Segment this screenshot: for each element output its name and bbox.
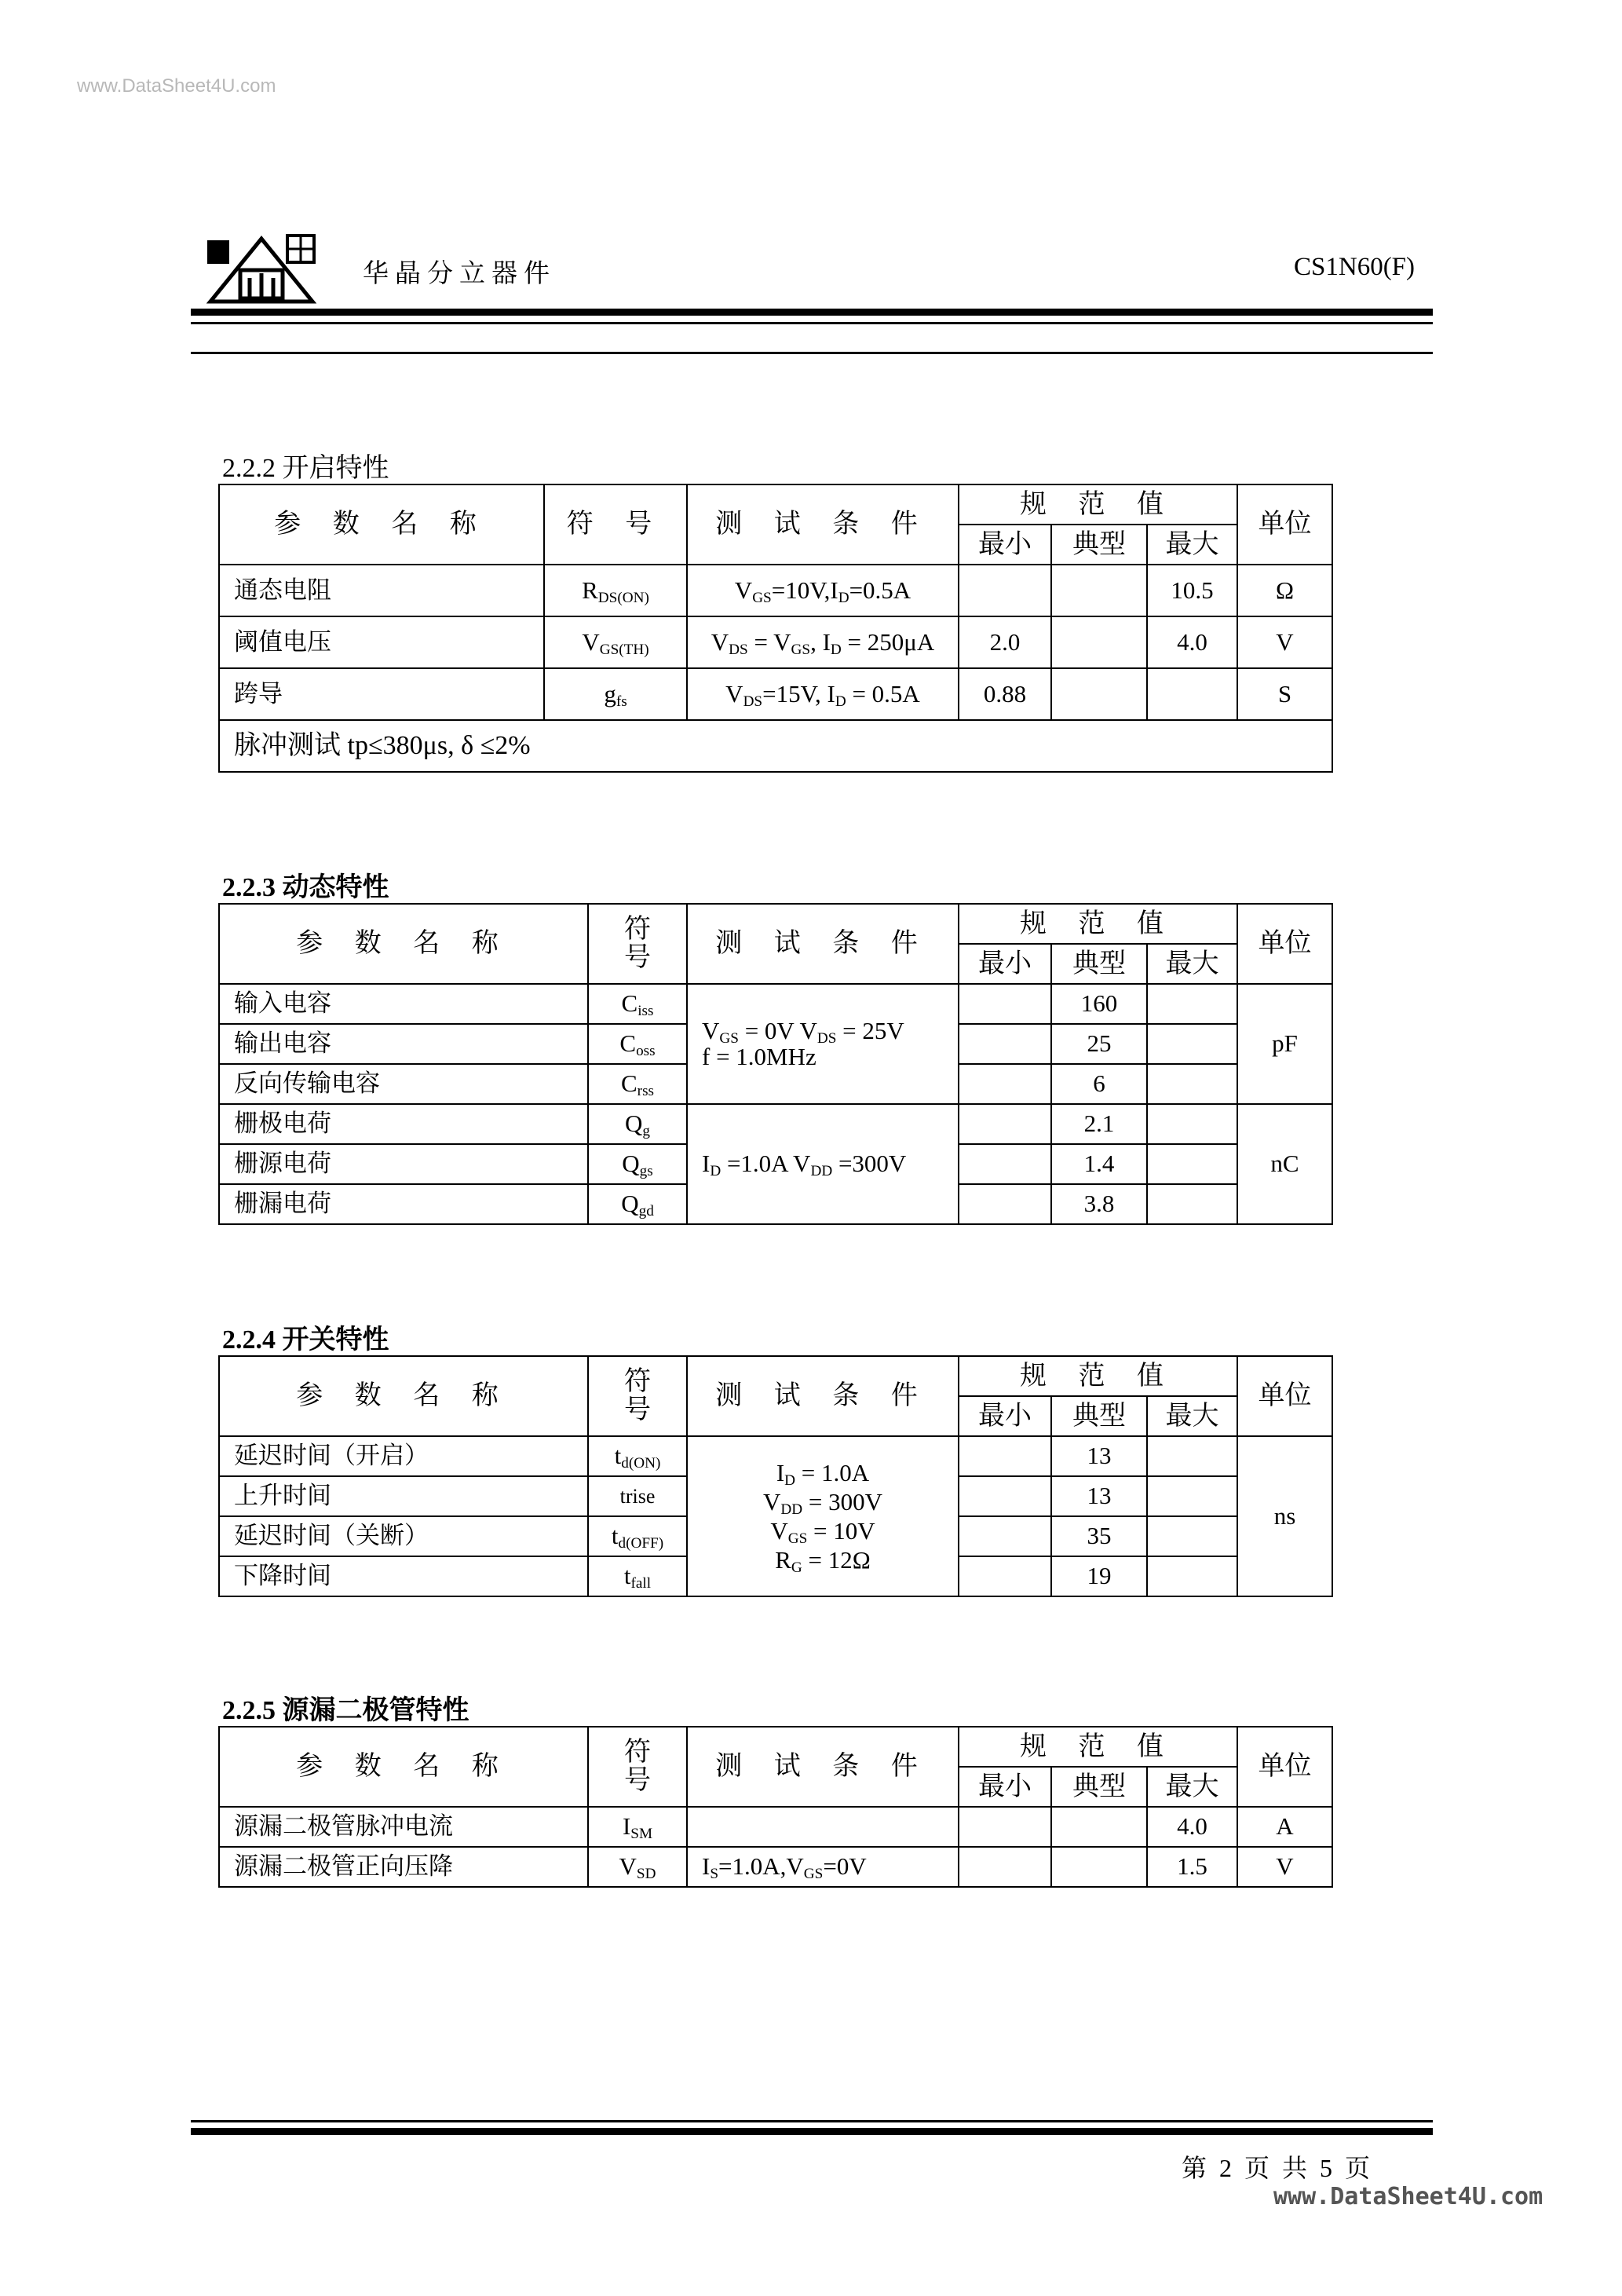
test-condition: $I_D = 1.0A$ $V_{DD} = 300V$ $V_{GS} = 10V$ $R_G = 12\Omega$ bbox=[687, 1436, 959, 1596]
unit: nC bbox=[1237, 1104, 1332, 1224]
col-cond-header: 测 试 条 件 bbox=[687, 484, 959, 565]
unit: V bbox=[1237, 1847, 1332, 1887]
table-row bbox=[219, 565, 1332, 616]
symbol: $t_{fall}$ bbox=[588, 1556, 687, 1596]
value-max: 10.5 bbox=[1147, 565, 1237, 616]
value-min bbox=[959, 1064, 1051, 1104]
value-typ: 35 bbox=[1051, 1516, 1147, 1556]
value-max bbox=[1147, 1556, 1237, 1596]
col-symbol-header: 符 号 bbox=[544, 484, 687, 565]
col-param-header: 参 数 名 称 bbox=[219, 1727, 588, 1807]
value-typ bbox=[1051, 565, 1147, 616]
value-min: 2.0 bbox=[959, 616, 1051, 668]
col-unit-header: 单位 bbox=[1237, 1356, 1332, 1436]
col-unit-header: 单位 bbox=[1237, 1727, 1332, 1807]
value-min bbox=[959, 1184, 1051, 1224]
param-name: 输出电容 bbox=[219, 1024, 588, 1064]
test-condition bbox=[687, 1807, 959, 1847]
param-name: 延迟时间（开启） bbox=[219, 1436, 588, 1476]
value-min bbox=[959, 565, 1051, 616]
col-typ-header: 典型 bbox=[1051, 1396, 1147, 1436]
section-title-225: 2.2.5 源漏二极管特性 bbox=[222, 1696, 469, 1725]
value-typ bbox=[1051, 1847, 1147, 1887]
symbol: $Q_{gs}$ bbox=[588, 1144, 687, 1184]
value-min bbox=[959, 1807, 1051, 1847]
symbol: $t_{d(OFF)}$ bbox=[588, 1516, 687, 1556]
col-param-header: 参 数 名 称 bbox=[219, 484, 544, 565]
col-cond-header: 测 试 条 件 bbox=[687, 904, 959, 984]
value-typ bbox=[1051, 616, 1147, 668]
table-switching-characteristics bbox=[218, 1355, 1333, 1597]
param-name: 源漏二极管正向压降 bbox=[219, 1847, 588, 1887]
symbol: $C_{iss}$ bbox=[588, 984, 687, 1024]
symbol: trise bbox=[588, 1476, 687, 1516]
col-max-header: 最大 bbox=[1147, 525, 1237, 565]
value-min bbox=[959, 1556, 1051, 1596]
value-typ bbox=[1051, 668, 1147, 720]
value-max bbox=[1147, 668, 1237, 720]
value-typ: 1.4 bbox=[1051, 1144, 1147, 1184]
col-min-header: 最小 bbox=[959, 1767, 1051, 1807]
test-condition: $I_S=1.0A,V_{GS}=0V$ bbox=[687, 1847, 959, 1887]
param-name: 阈值电压 bbox=[219, 616, 544, 668]
table-row bbox=[219, 668, 1332, 720]
param-name: 上升时间 bbox=[219, 1476, 588, 1516]
symbol: $R_{DS(ON)}$ bbox=[544, 565, 687, 616]
value-min bbox=[959, 984, 1051, 1024]
value-max bbox=[1147, 1064, 1237, 1104]
col-spec-header: 规 范 值 bbox=[959, 1356, 1237, 1396]
value-min bbox=[959, 1104, 1051, 1144]
col-cond-header: 测 试 条 件 bbox=[687, 1356, 959, 1436]
symbol: $C_{oss}$ bbox=[588, 1024, 687, 1064]
section-title-223: 2.2.3 动态特性 bbox=[222, 873, 389, 902]
part-number: CS1N60(F) bbox=[1294, 253, 1416, 281]
test-condition: $I_D =1.0A$ $V_{DD} =300V$ bbox=[687, 1104, 959, 1224]
table-row bbox=[219, 1807, 1332, 1847]
col-typ-header: 典型 bbox=[1051, 1767, 1147, 1807]
value-min: 0.88 bbox=[959, 668, 1051, 720]
param-name: 下降时间 bbox=[219, 1556, 588, 1596]
value-max bbox=[1147, 1144, 1237, 1184]
value-typ: 160 bbox=[1051, 984, 1147, 1024]
symbol: $V_{GS(TH)}$ bbox=[544, 616, 687, 668]
col-max-header: 最大 bbox=[1147, 1396, 1237, 1436]
col-spec-header: 规 范 值 bbox=[959, 904, 1237, 944]
table-row-note bbox=[219, 720, 1332, 772]
table-row bbox=[219, 1104, 1332, 1144]
col-symbol-header: 符 号 bbox=[588, 1727, 687, 1807]
col-symbol-header: 符 号 bbox=[588, 904, 687, 984]
param-name: 延迟时间（关断） bbox=[219, 1516, 588, 1556]
symbol: $C_{rss}$ bbox=[588, 1064, 687, 1104]
col-max-header: 最大 bbox=[1147, 944, 1237, 984]
param-name: 跨导 bbox=[219, 668, 544, 720]
param-name: 输入电容 bbox=[219, 984, 588, 1024]
watermark-top: www.DataSheet4U.com bbox=[77, 75, 276, 97]
col-symbol-header: 符 号 bbox=[588, 1356, 687, 1436]
value-typ: 25 bbox=[1051, 1024, 1147, 1064]
header-rule-thick bbox=[191, 309, 1433, 316]
col-min-header: 最小 bbox=[959, 944, 1051, 984]
param-name: 栅漏电荷 bbox=[219, 1184, 588, 1224]
page-number: 第 2 页 共 5 页 bbox=[1182, 2154, 1371, 2182]
header-rule-thin-2 bbox=[191, 352, 1433, 354]
section-title-222: 2.2.2 开启特性 bbox=[222, 454, 389, 483]
company-logo-icon bbox=[203, 232, 320, 311]
unit: S bbox=[1237, 668, 1332, 720]
col-param-header: 参 数 名 称 bbox=[219, 904, 588, 984]
value-min bbox=[959, 1516, 1051, 1556]
col-param-header: 参 数 名 称 bbox=[219, 1356, 588, 1436]
footer-rule-thin bbox=[191, 2120, 1433, 2122]
value-max: 4.0 bbox=[1147, 616, 1237, 668]
table-row bbox=[219, 984, 1332, 1024]
section-title-224: 2.2.4 开关特性 bbox=[222, 1325, 389, 1355]
value-max bbox=[1147, 1104, 1237, 1144]
table-row bbox=[219, 616, 1332, 668]
table-row bbox=[219, 1436, 1332, 1476]
symbol: $t_{d(ON)}$ bbox=[588, 1436, 687, 1476]
value-max: 1.5 bbox=[1147, 1847, 1237, 1887]
value-min bbox=[959, 1436, 1051, 1476]
value-max bbox=[1147, 1436, 1237, 1476]
value-typ bbox=[1051, 1807, 1147, 1847]
col-unit-header: 单位 bbox=[1237, 484, 1332, 565]
symbol: $Q_{gd}$ bbox=[588, 1184, 687, 1224]
col-min-header: 最小 bbox=[959, 525, 1051, 565]
value-typ: 19 bbox=[1051, 1556, 1147, 1596]
value-typ: 3.8 bbox=[1051, 1184, 1147, 1224]
test-condition: $V_{DS} = V_{GS}$, $I_D = 250\mu A$ bbox=[687, 616, 959, 668]
value-max bbox=[1147, 984, 1237, 1024]
symbol: $Q_g$ bbox=[588, 1104, 687, 1144]
value-typ: 13 bbox=[1051, 1476, 1147, 1516]
param-name: 通态电阻 bbox=[219, 565, 544, 616]
col-max-header: 最大 bbox=[1147, 1767, 1237, 1807]
symbol: $V_{SD}$ bbox=[588, 1847, 687, 1887]
value-max: 4.0 bbox=[1147, 1807, 1237, 1847]
table-turn-on-characteristics bbox=[218, 484, 1333, 773]
unit: pF bbox=[1237, 984, 1332, 1104]
col-typ-header: 典型 bbox=[1051, 525, 1147, 565]
value-min bbox=[959, 1144, 1051, 1184]
symbol: $g_{fs}$ bbox=[544, 668, 687, 720]
param-name: 栅极电荷 bbox=[219, 1104, 588, 1144]
header-rule-thin bbox=[191, 322, 1433, 324]
col-cond-header: 测 试 条 件 bbox=[687, 1727, 959, 1807]
symbol: $I_{SM}$ bbox=[588, 1807, 687, 1847]
param-name: 栅源电荷 bbox=[219, 1144, 588, 1184]
param-name: 源漏二极管脉冲电流 bbox=[219, 1807, 588, 1847]
value-max bbox=[1147, 1024, 1237, 1064]
param-name: 反向传输电容 bbox=[219, 1064, 588, 1104]
pulse-test-note: 脉冲测试 tp≤380μs, δ ≤2% bbox=[219, 720, 1332, 772]
test-condition: $V_{DS}=15V$, $I_D = 0.5A$ bbox=[687, 668, 959, 720]
value-typ: 13 bbox=[1051, 1436, 1147, 1476]
col-typ-header: 典型 bbox=[1051, 944, 1147, 984]
col-spec-header: 规 范 值 bbox=[959, 1727, 1237, 1767]
unit: V bbox=[1237, 616, 1332, 668]
value-max bbox=[1147, 1184, 1237, 1224]
company-name: 华晶分立器件 bbox=[363, 260, 556, 288]
col-unit-header: 单位 bbox=[1237, 904, 1332, 984]
value-typ: 2.1 bbox=[1051, 1104, 1147, 1144]
col-spec-header: 规 范 值 bbox=[959, 484, 1237, 525]
unit: ns bbox=[1237, 1436, 1332, 1596]
test-condition: $V_{GS} = 0V$ $V_{DS} = 25V$ f = 1.0MHz bbox=[687, 984, 959, 1104]
table-row bbox=[219, 1847, 1332, 1887]
value-min bbox=[959, 1847, 1051, 1887]
value-max bbox=[1147, 1516, 1237, 1556]
table-dynamic-characteristics bbox=[218, 903, 1333, 1225]
col-min-header: 最小 bbox=[959, 1396, 1051, 1436]
value-typ: 6 bbox=[1051, 1064, 1147, 1104]
test-condition: $V_{GS}=10V,I_D=0.5A$ bbox=[687, 565, 959, 616]
table-body-diode-characteristics bbox=[218, 1726, 1333, 1888]
unit: Ω bbox=[1237, 565, 1332, 616]
unit: A bbox=[1237, 1807, 1332, 1847]
value-min bbox=[959, 1024, 1051, 1064]
footer-rule-thick bbox=[191, 2128, 1433, 2135]
watermark-bottom: www.DataSheet4U.com bbox=[1273, 2183, 1543, 2210]
value-max bbox=[1147, 1476, 1237, 1516]
value-min bbox=[959, 1476, 1051, 1516]
